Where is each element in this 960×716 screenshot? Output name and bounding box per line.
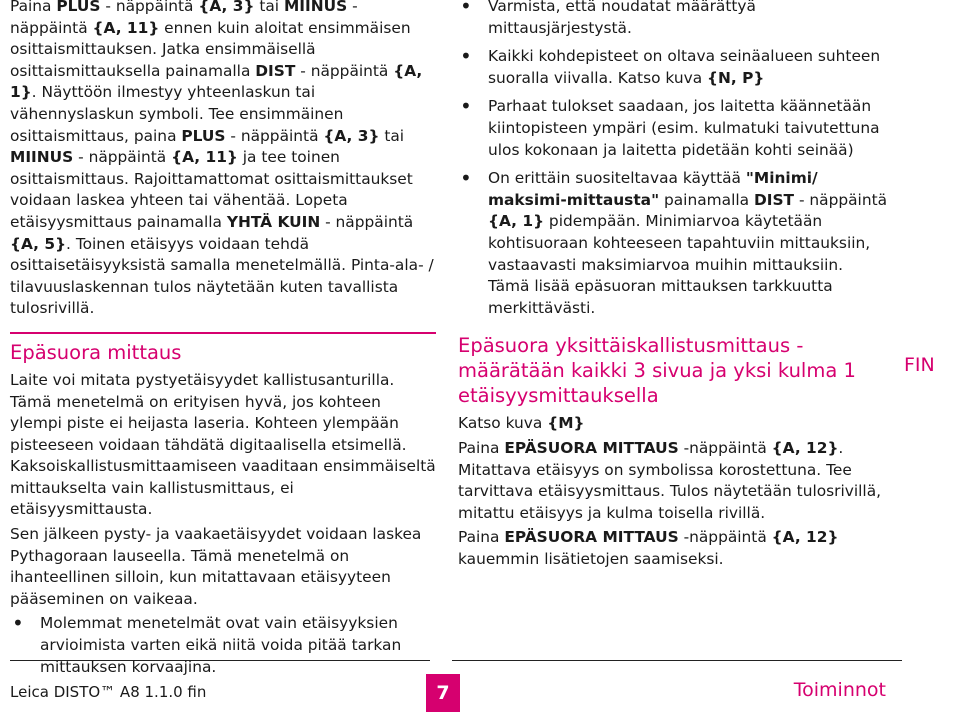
bullet-item [458, 96, 888, 161]
bullet-item [458, 46, 888, 89]
indirect-paragraph-2: Sen jälkeen pysty- ja vaakaetäisyydet voidaan laskea Pythagoraan lauseella. Tämä menetelmä on ihanteellinen silloin, kun mitattavaan etäisyyteen pääseminen on vaikeaa. [10, 525, 422, 608]
text-run: painamalla [659, 190, 754, 209]
key-term: DIST [753, 190, 795, 209]
text-run: - näppäintä [225, 126, 324, 145]
key-term: MIINUS [10, 148, 74, 167]
text-run: . Mitattava etäisyys on symbolissa korostettuna. Tee tarvittava etäisyysmittaus. Tulos näytetään tulosrivillä, mitattu etäisyys ja kulma toisella rivillä. [458, 438, 882, 522]
key-term: {N, P} [707, 68, 765, 87]
see-figure-line [458, 413, 888, 435]
text-run: -näppäintä [678, 528, 772, 547]
single-tilt-paragraph-2 [458, 527, 888, 570]
text-run: Paina [458, 528, 505, 547]
footer-rule-right [452, 660, 902, 661]
key-term: EPÄSUORA MITTAUS [504, 438, 679, 457]
bullet-item [458, 0, 888, 39]
key-term: {A, 11} [92, 18, 160, 37]
page-footer [0, 660, 960, 716]
key-term: "Minimi/ maksimi-mittausta" [488, 169, 818, 209]
key-term: {A, 3} [198, 0, 255, 15]
footer-rule-left [10, 660, 430, 661]
text-run: - näppäintä [295, 61, 394, 80]
bullet-item [458, 168, 888, 319]
text-run: ennen kuin aloitat ensimmäisen osittaismittauksen. Jatka ensimmäisellä osittaismittauksella painamalla [10, 18, 411, 80]
text-run: Varmista, että noudatat määrättyä mittausjärjestystä. [488, 0, 756, 37]
text-run: tai [254, 0, 284, 15]
text-run: Molemmat menetelmät ovat vain etäisyyksien arvioimista varten eikä niitä voida pitää tarkan mittauksen korvaajina. [40, 614, 402, 676]
text-run: Paina [10, 0, 57, 15]
footer-section-title: Toiminnot [793, 679, 886, 701]
text-run: . Toinen etäisyys voidaan tehdä osittaisetäisyyksistä samalla menetelmällä. Pinta-ala- / tilavuuslaskennan tulos näytetään kuten tavallista tulosrivillä. [10, 234, 434, 318]
tips-list [458, 0, 888, 319]
indirect-paragraph-1: Laite voi mitata pystyetäisyydet kallistusanturilla. Tämä menetelmä on erityisen hyvä, jos kohteen ylempi piste ei heijasta laseria. Kohteen ylempään pisteeseen voidaan tähdätä digitaalisella etsimellä. Kaksoiskallistusmittaamiseen vaaditaan ensimmäiseltä mittaukselta vain kallistusmittaus, ei etäisyysmittausta. [10, 370, 436, 519]
text-run: kauemmin lisätietojen saamiseksi. [458, 549, 724, 568]
key-term: {A, 1} [10, 61, 423, 102]
text-run: . Näyttöön ilmestyy yhteenlaskun tai vähennyslaskun symboli. Tee ensimmäinen osittaismittaus, paina [10, 83, 344, 145]
footer-product-version: Leica DISTO™ A8 1.1.0 fin [10, 683, 207, 701]
key-term: {A, 11} [171, 148, 238, 167]
key-term: {A, 12} [771, 438, 839, 457]
text-run: -näppäintä [678, 438, 772, 457]
single-tilt-paragraph-1 [458, 438, 888, 524]
key-term: {A, 3} [323, 126, 380, 145]
section-heading-single-tilt: Epäsuora yksittäiskallistusmittaus - määrätään kaikki 3 sivua ja yksi kulma 1 etäisyysmittauksella [458, 334, 856, 408]
key-term: PLUS [181, 126, 226, 145]
section-heading-indirect: Epäsuora mittaus [10, 340, 182, 364]
key-term: MIINUS [283, 0, 348, 15]
key-term: {A, 5} [10, 234, 67, 253]
text-run: Kaikki kohdepisteet on oltava seinäalueen suhteen suoralla viivalla. Katso kuva [488, 47, 881, 87]
text-run: - näppäintä [10, 0, 358, 37]
text-run: On erittäin suositeltavaa käyttää [488, 169, 746, 188]
key-term: YHTÄ KUIN [226, 212, 321, 231]
text-run: - näppäintä [794, 190, 888, 209]
key-term: {A, 1} [488, 212, 545, 231]
key-term: PLUS [56, 0, 101, 15]
key-term: DIST [255, 61, 296, 80]
section-divider [10, 332, 436, 334]
text-run: Parhaat tulokset saadaan, jos laitetta käännetään kiintopisteen ympäri (esim. kulmatuki taivutettuna ulos kokonaan ja laitetta pidetään kohti seinää) [488, 97, 880, 159]
text-run: tai [379, 126, 405, 145]
text-run: Paina [458, 438, 505, 457]
left-column [10, 0, 436, 685]
text-run: - näppäintä [100, 0, 199, 15]
page-number: 7 [426, 674, 460, 712]
text-run: pidempään. Minimiarvoa käytetään kohtisuoraan kohteeseen tapahtuviin mittauksiin, vastaavasti maksimiarvoa muihin mittauksiin. Tämä lisää epäsuoran mittauksen tarkkuutta merkittävästi. [488, 212, 871, 317]
key-term: {A, 12} [771, 528, 839, 547]
key-term: EPÄSUORA MITTAUS [504, 528, 679, 547]
text-run: ja tee toinen osittaismittaus. Rajoittamattomat osittaismittaukset voidaan laskea yhteen tai vähentää. Lopeta etäisyysmittaus painamalla [10, 148, 413, 231]
text-run: - näppäintä [320, 212, 414, 231]
right-column [458, 0, 888, 573]
key-term: {M} [547, 414, 585, 433]
text-run: Katso kuva [458, 414, 548, 433]
intro-paragraph [10, 0, 436, 320]
language-tab: FIN [904, 354, 935, 376]
text-run: - näppäintä [73, 148, 172, 167]
